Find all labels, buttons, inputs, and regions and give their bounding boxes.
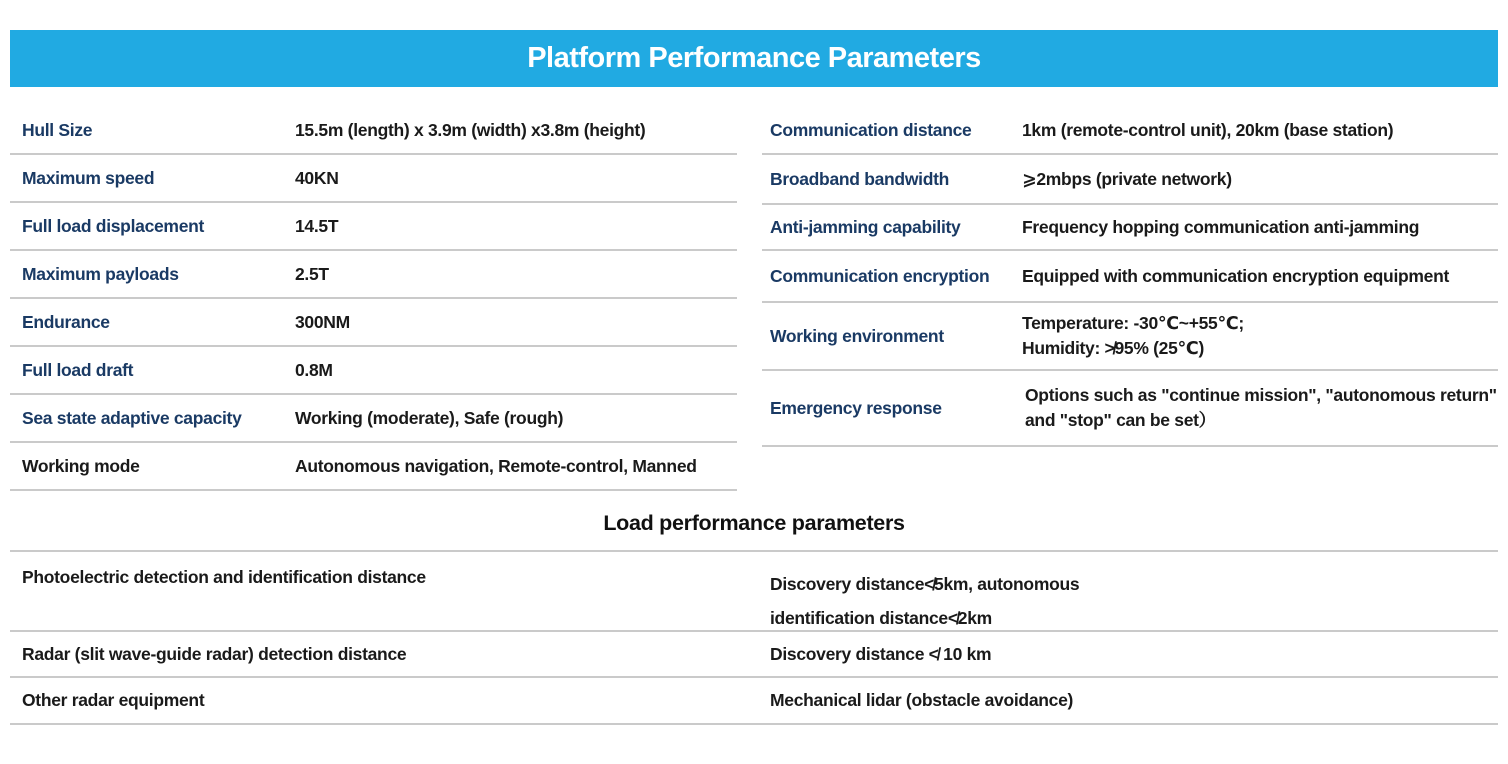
spec-label: Photoelectric detection and identification distance [22, 567, 426, 587]
spec-value: 1km (remote-control unit), 20km (base station) [1022, 119, 1394, 140]
spec-label: Emergency response [770, 397, 942, 418]
spec-label: Other radar equipment [22, 690, 205, 710]
spec-value: 0.8M [295, 359, 333, 380]
spec-value-line: Temperature: -30℃~+55℃; [1022, 313, 1244, 333]
spec-row-full-load-draft [10, 347, 737, 395]
spec-value [770, 690, 1073, 711]
spec-value: 14.5T [295, 215, 339, 236]
spec-value [1022, 311, 1244, 361]
spec-label: Anti-jamming capability [770, 216, 961, 237]
spec-value: 300NM [295, 311, 350, 332]
spec-label: Full load displacement [22, 215, 205, 236]
spec-value [1022, 383, 1497, 433]
platform-table-right [762, 107, 1498, 447]
spec-label: Hull Size [22, 119, 93, 140]
spec-label: Communication distance [770, 119, 972, 140]
spec-row-anti-jamming-capability [762, 205, 1498, 251]
spec-row-broadband-bandwidth [762, 155, 1498, 205]
spec-label: Sea state adaptive capacity [22, 407, 242, 428]
spec-label: Radar (slit wave-guide radar) detection distance [22, 643, 407, 664]
spec-row-communication-distance [762, 107, 1498, 155]
spec-row-working-environment [762, 303, 1498, 371]
spec-label: Working environment [770, 325, 944, 346]
spec-value [770, 644, 991, 665]
spec-value: Working (moderate), Safe (rough) [295, 407, 564, 428]
spec-value-line: and "stop" can be set） [1025, 410, 1216, 430]
spec-value: Frequency hopping communication anti-jamming [1022, 216, 1420, 237]
spec-value: ⩾2mbps (private network) [1022, 168, 1232, 189]
spec-value-line: Mechanical lidar (obstacle avoidance) [770, 690, 1074, 710]
spec-row-photoelectric-detection [10, 552, 1498, 632]
load-performance-table [10, 550, 1498, 725]
spec-value [770, 552, 1079, 635]
page-title-bar [10, 30, 1498, 87]
spec-row-maximum-speed [10, 155, 737, 203]
spec-value: Equipped with communication encryption equipment [1022, 265, 1450, 286]
spec-value: 40KN [295, 167, 339, 188]
spec-value-line: Humidity: ≯95% (25℃) [1022, 338, 1204, 358]
spec-value: 2.5T [295, 263, 329, 284]
spec-label: Maximum speed [22, 167, 155, 188]
spec-row-sea-state-adaptive-capacity [10, 395, 737, 443]
spec-row-maximum-payloads [10, 251, 737, 299]
spec-value-line: Discovery distance ≮ 10 km [770, 643, 992, 664]
spec-value: Autonomous navigation, Remote-control, Manned [295, 455, 697, 476]
spec-row-hull-size [10, 107, 737, 155]
spec-row-full-load-displacement [10, 203, 737, 251]
spec-value-line: identification distance≮2km [770, 608, 992, 628]
spec-row-other-radar-equipment [10, 678, 1498, 725]
spec-row-endurance [10, 299, 737, 347]
spec-row-working-mode [10, 443, 737, 491]
spec-label: Full load draft [22, 359, 134, 380]
spec-label: Endurance [22, 311, 110, 332]
spec-value: 15.5m (length) x 3.9m (width) x3.8m (height) [295, 119, 646, 140]
platform-table-left [10, 107, 737, 491]
spec-label: Communication encryption [770, 265, 990, 286]
spec-row-emergency-response [762, 371, 1498, 447]
page-title: Platform Performance Parameters [527, 42, 981, 74]
spec-row-communication-encryption [762, 251, 1498, 303]
spec-row-radar-detection-distance [10, 632, 1498, 678]
spec-label: Broadband bandwidth [770, 168, 950, 189]
load-section-title: Load performance parameters [603, 510, 905, 535]
spec-label: Working mode [22, 455, 140, 476]
spec-value-line: Discovery distance≮5km, autonomous [770, 574, 1080, 594]
spec-label: Maximum payloads [22, 263, 179, 284]
spec-value-line: Options such as "continue mission", "autonomous return" [1025, 385, 1497, 405]
